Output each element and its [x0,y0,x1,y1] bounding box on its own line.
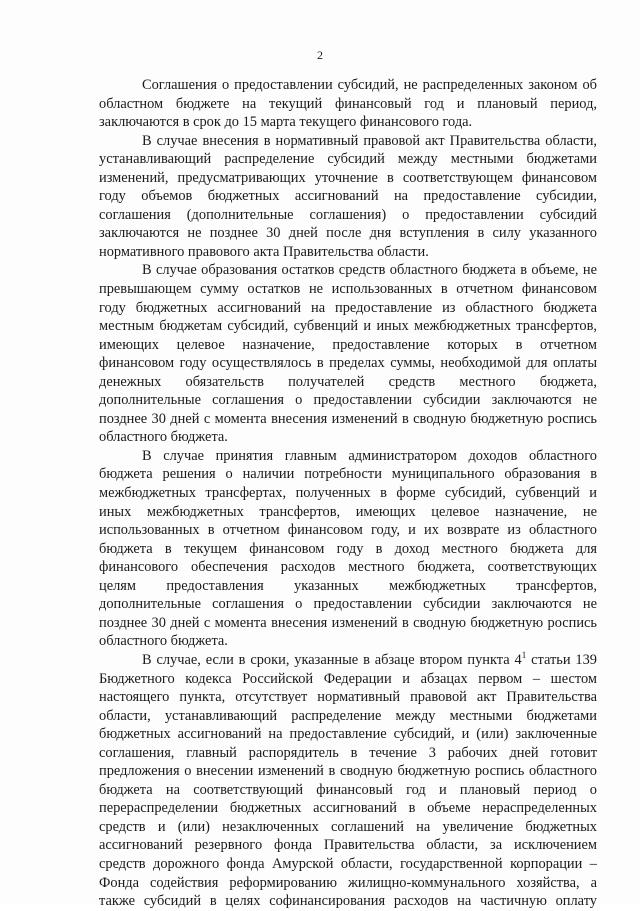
text-line: В случае принятия главным администратором доходов областного [142,447,597,464]
text-line [99,651,597,670]
text-line: заключаются не позднее 30 дней после дня вступления в силу указанного [99,225,597,242]
text-line: соглашения, главный распорядитель в течение 3 рабочих дней готовит [99,744,597,761]
text-line: позднее 30 дней с момента внесения изменений в сводную бюджетную роспись [99,410,597,427]
text-line: соглашения (дополнительные соглашения) о предоставлении субсидий [99,206,597,223]
text-line: позднее 30 дней с момента внесения изменений в сводную бюджетную роспись [99,614,597,631]
text-line: областном бюджете на текущий финансовый год и плановый период, [99,95,597,112]
text-line: бюджета в текущем финансовом году в доход местного бюджета для [99,540,597,557]
text-line: ассигнований резервного фонда Правительства области, за исключением [99,837,597,854]
text-line: бюджетных ассигнований на предоставление субсидий, и (или) заключенные [99,726,597,743]
text-line: Бюджетного кодекса Российской Федерации и абзацах первом – шестом [99,670,597,687]
page-number: 2 [317,48,323,62]
text-line: дополнительные соглашения о предоставлении субсидии заключаются не [99,392,597,409]
text-line: областного бюджета. [99,429,228,446]
text-fragment: В случае, если в сроки, указанные в абзаце втором пункта 4 [142,651,522,668]
text-line: области, устанавливающий распределение между местными бюджетами [99,707,597,724]
paragraph-1 [99,76,597,132]
text-line: дополнительные соглашения о предоставлении субсидии заключаются не [99,596,597,613]
superscript-index: 1 [521,650,527,661]
text-line: нормативного правового акта Правительства области. [99,243,429,260]
text-line: имеющих целевое назначение, предоставление которых в отчетном [99,336,597,353]
text-line: предложения о внесении изменений в сводную бюджетную роспись областного [99,763,597,780]
paragraph-3 [99,261,597,446]
document-body [99,76,597,911]
text-line: местным бюджетам субсидий, субвенций и иных межбюджетных трансфертов, [99,318,597,335]
text-line: целям предоставления указанных межбюджетных трансфертов, [99,577,597,594]
text-line: бюджета решения о наличии потребности муниципального образования в [99,466,597,483]
text-line: Фонда содействия реформированию жилищно-коммунального хозяйства, а [99,874,597,891]
text-line: году объемов бюджетных ассигнований на предоставление субсидии, [99,188,597,205]
text-line: настоящего пункта, отсутствует нормативный правовой акт Правительства [99,689,597,706]
text-line: областного бюджета. [99,633,228,650]
text-line: также субсидий в целях софинансирования расходов на частичную оплату [99,893,597,910]
text-line: бюджета на соответствующий финансовый год и плановый период о [99,781,597,798]
text-line: иных межбюджетных трансфертов, имеющих целевое назначение, не [99,503,597,520]
paragraph-5 [99,651,597,911]
text-fragment: статьи 139 [526,651,597,668]
text-line: финансового обеспечения расходов местного бюджета, соответствующих [99,559,597,576]
text-line: финансовом году осуществлялось в пределах суммы, необходимой для оплаты [99,355,597,372]
text-line: Соглашения о предоставлении субсидий, не распределенных законом об [142,77,597,93]
text-line: перераспределении бюджетных ассигнований в объеме нераспределенных [99,800,597,817]
text-line: году бюджетных ассигнований на предоставление из областного бюджета [99,299,597,316]
paragraph-4 [99,447,597,651]
text-line: использованных в отчетном финансовом году, и их возврате из областного [99,522,597,539]
text-line: изменений, предусматривающих уточнение в соответствующем финансовом [99,169,597,186]
text-line: средств и (или) незаключенных соглашений на увеличение бюджетных [99,818,597,835]
text-line: В случае внесения в нормативный правовой акт Правительства области, [142,132,597,149]
text-line: В случае образования остатков средств областного бюджета в объеме, не [142,262,597,279]
text-line: денежных обязательств получателей средств местного бюджета, [99,373,597,390]
text-line: устанавливающий распределение субсидий между местными бюджетами [99,151,597,168]
text-line: превышающем сумму остатков не использованных в отчетном финансовом [99,281,597,298]
text-line: заключаются в срок до 15 марта текущего финансового года. [99,114,473,131]
text-line: межбюджетных трансфертах, полученных в форме субсидий, субвенций и [99,485,597,502]
text-line: средств дорожного фонда Амурской области, государственной корпорации – [99,855,597,872]
paragraph-2 [99,132,597,262]
